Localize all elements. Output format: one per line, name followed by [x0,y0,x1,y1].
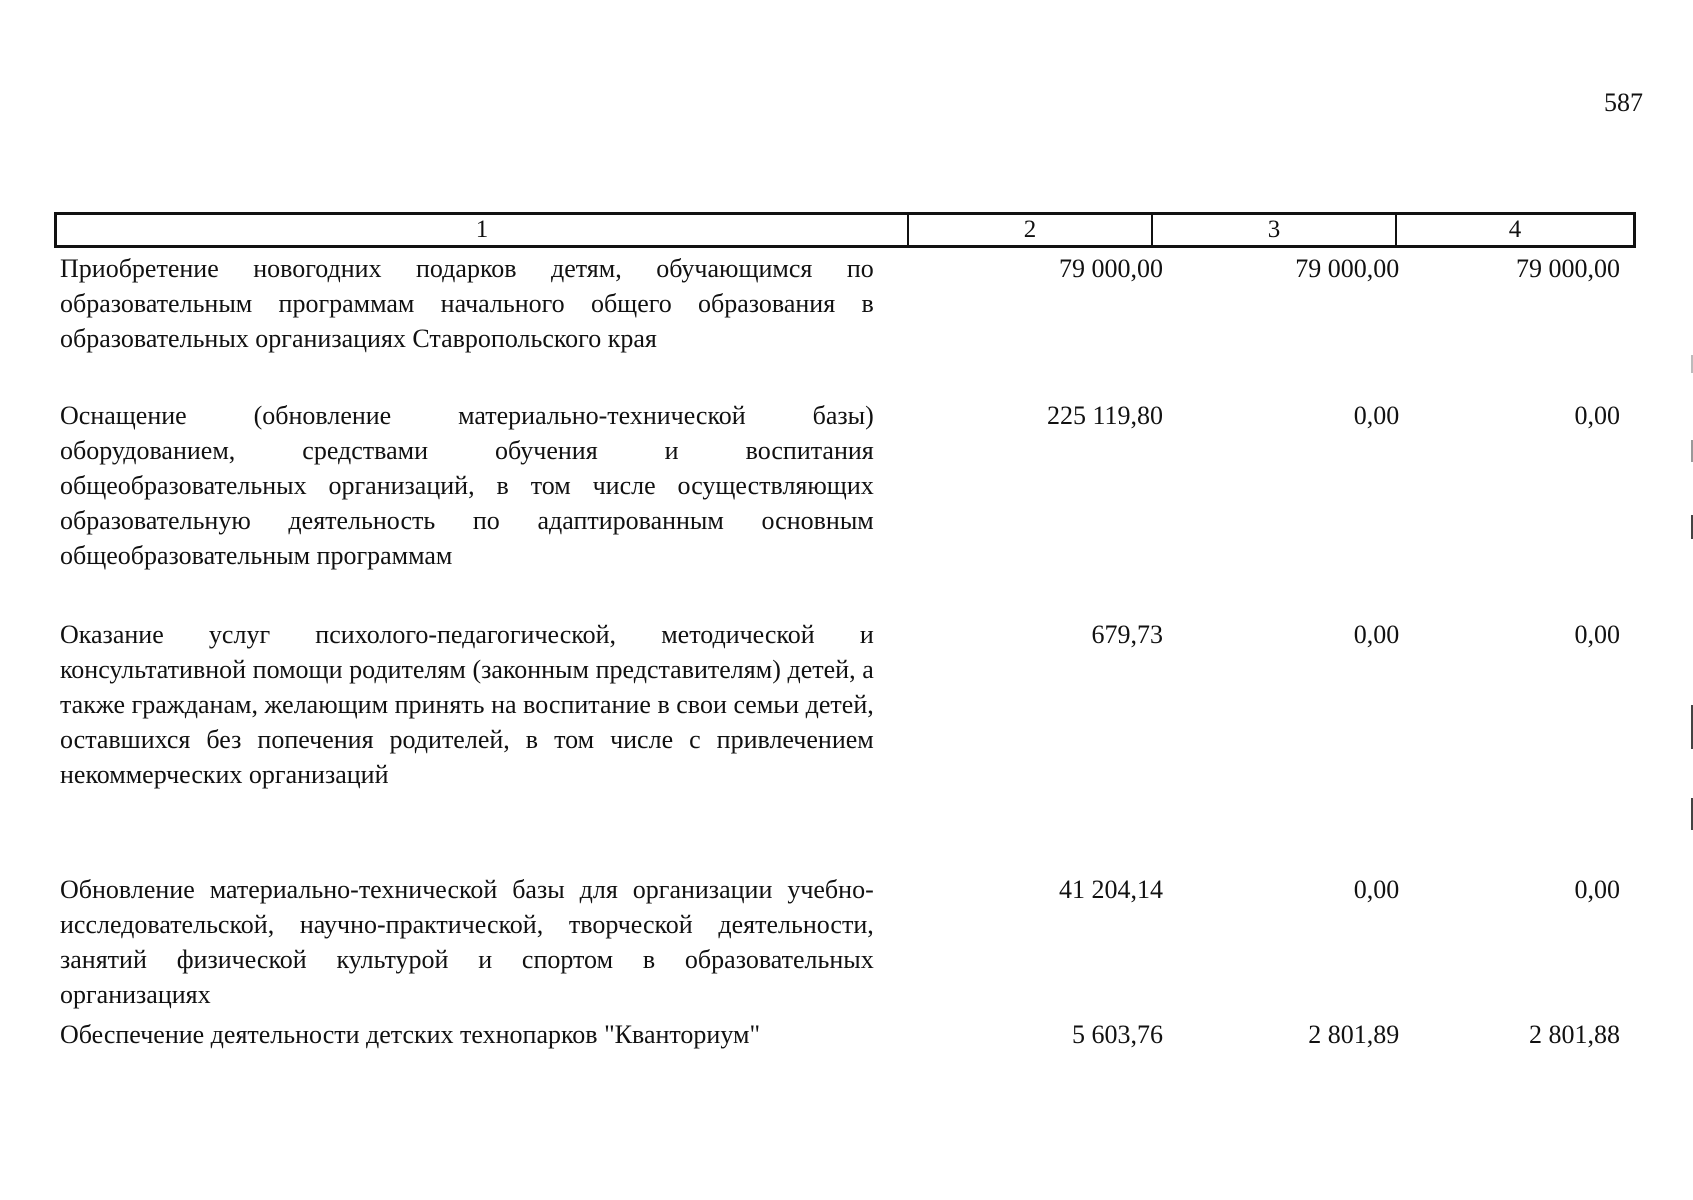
row-value-col3: 2 801,89 [1308,1020,1400,1049]
row-description: Оказание услуг психолого-педагогической, методической и консультативной помощи родителям (законным представителям) детей, а также гражданам, желающим принять на воспитание в свои семьи детей, оставшихся без попечения родителей, в том числе с привлечением некоммерческих организаций [60,620,874,789]
row-value-col3: 0,00 [1353,620,1400,649]
row-value-col4: 0,00 [1574,620,1621,649]
header-cell-3: 3 [1151,215,1395,245]
table-header [54,212,1636,248]
row-description: Приобретение новогодних подарков детям, обучающимся по образовательным программам начального общего образования в образовательных организациях Ставропольского края [60,254,874,353]
page-number: 587 [1604,88,1643,117]
row-value-col4: 0,00 [1574,875,1621,904]
row-value-col3: 0,00 [1353,401,1400,430]
table-row [60,1017,1620,1052]
row-value-col3: 0,00 [1353,875,1400,904]
header-cell-2: 2 [907,215,1151,245]
row-description: Оснащение (обновление материально-технической базы) оборудованием, средствами обучения и воспитания общеобразовательных организаций, в том числе осуществляющих образовательную деятельность по адаптированным основным общеобразовательным программам [60,401,874,570]
row-value-col4: 2 801,88 [1529,1020,1621,1049]
table-row [60,617,1620,792]
row-value-col4: 0,00 [1574,401,1621,430]
row-value-col3: 79 000,00 [1295,254,1400,283]
row-value-col2: 41 204,14 [1059,875,1163,904]
row-value-col2: 79 000,00 [1059,254,1163,283]
table-row [60,251,1620,356]
header-cell-4: 4 [1395,215,1633,245]
row-value-col2: 5 603,76 [1072,1020,1163,1049]
table-row [60,872,1620,1012]
row-value-col4: 79 000,00 [1516,254,1621,283]
table-row [60,398,1620,573]
row-description: Обеспечение деятельности детских технопарков "Кванториум" [60,1020,761,1049]
row-value-col2: 225 119,80 [1046,401,1163,430]
row-value-col2: 679,73 [1091,620,1163,649]
header-cell-1: 1 [475,216,489,243]
row-description: Обновление материально-технической базы для организации учебно-исследовательской, научно-практической, творческой деятельности, занятий физической культурой и спортом в образовательных организациях [60,875,874,1009]
